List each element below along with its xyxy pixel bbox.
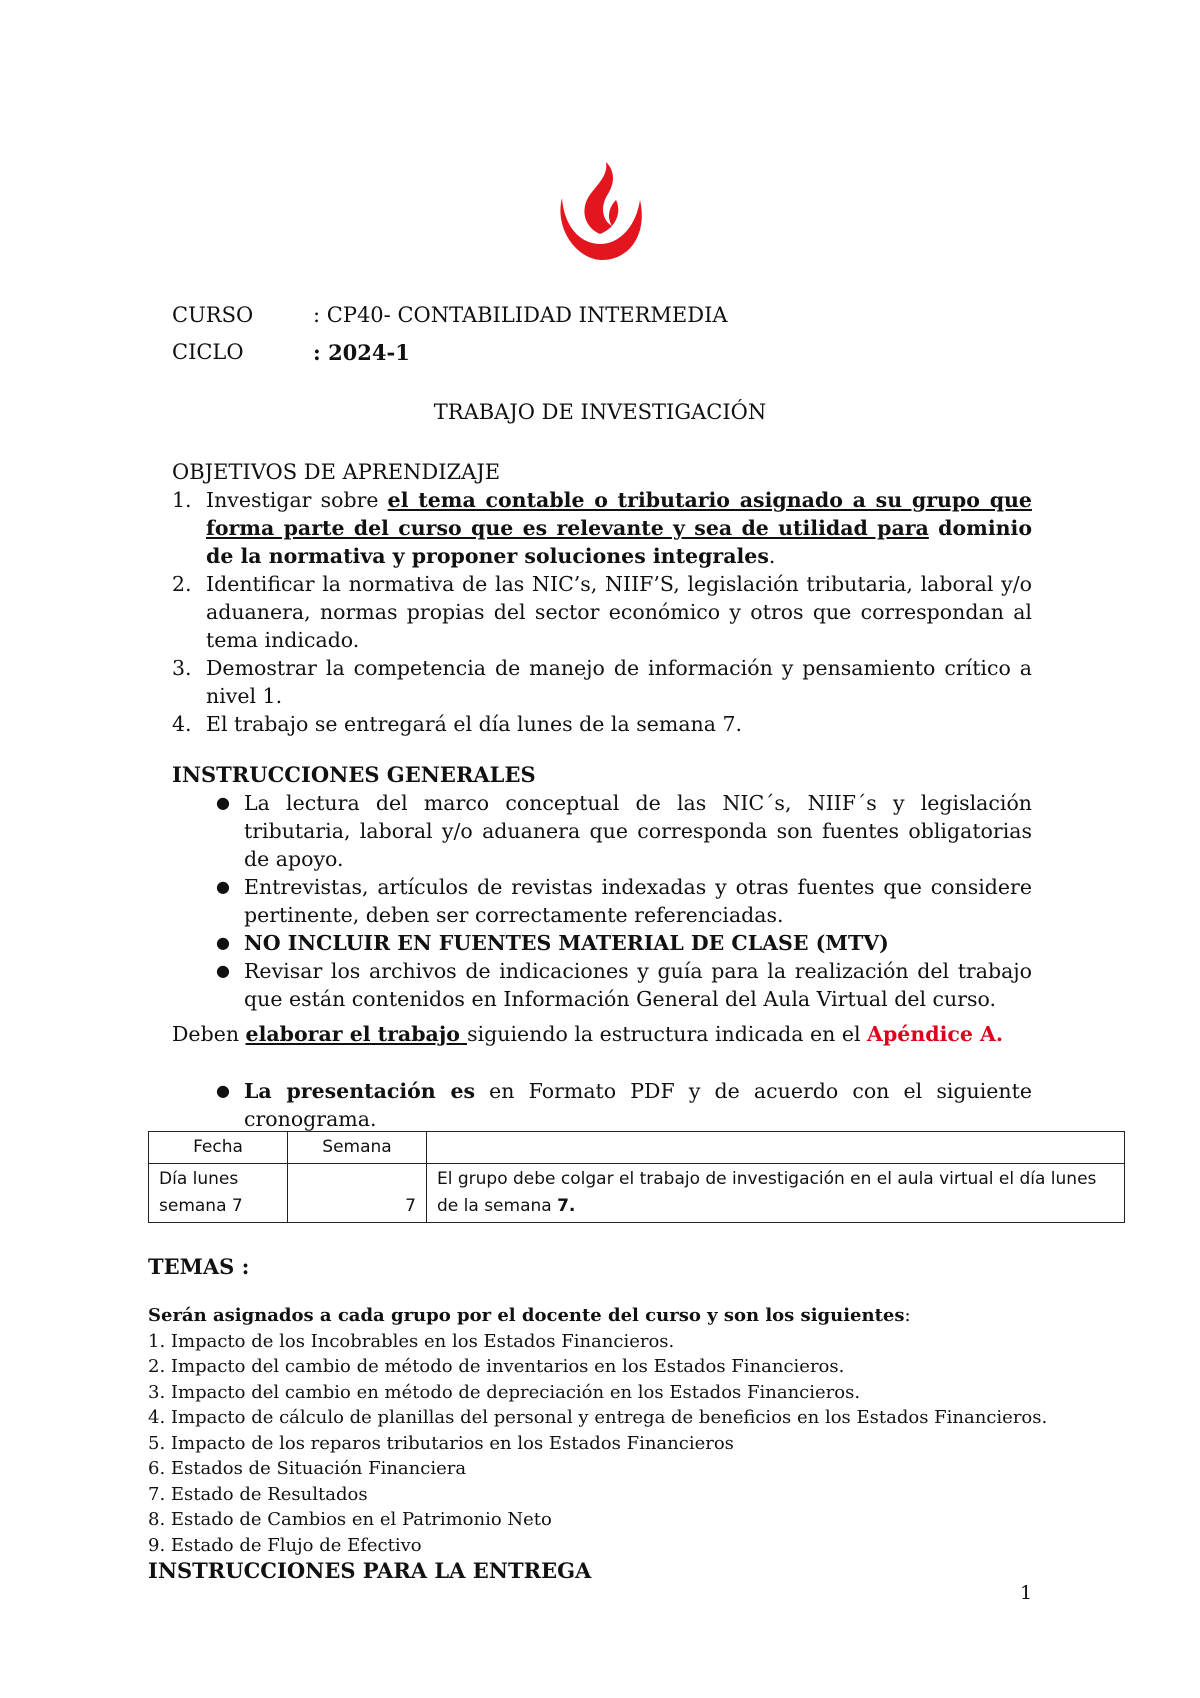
header-semana: Semana [288, 1132, 427, 1164]
entrega-heading: INSTRUCCIONES PARA LA ENTREGA [148, 1558, 592, 1583]
ciclo-value: : 2024-1 [313, 340, 410, 365]
list-item: 4. Impacto de cálculo de planillas del personal y entrega de beneficios en los Estados Financieros. [148, 1407, 1048, 1428]
list-item: ● La presentación es en Formato PDF y de acuerdo con el siguiente cronograma. [216, 1079, 1032, 1131]
temas-intro: Serán asignados a cada grupo por el docente del curso y son los siguientes: [148, 1305, 911, 1326]
list-item: 3. Demostrar la competencia de manejo de información y pensamiento crítico a nivel 1. [172, 656, 1032, 708]
cell-fecha: Día lunes semana 7 [149, 1164, 288, 1223]
presentacion-paragraph [172, 1077, 1032, 1133]
list-item: 9. Estado de Flujo de Efectivo [148, 1534, 422, 1556]
university-logo [550, 160, 650, 270]
cronograma-table [148, 1131, 1125, 1223]
bullet-icon: ● [216, 877, 230, 896]
table-header-row [149, 1132, 1125, 1164]
list-item: 1. Impacto de los Incobrables en los Estados Financieros. [148, 1330, 675, 1352]
ciclo-label: CICLO [172, 340, 244, 364]
curso-value: : CP40- CONTABILIDAD INTERMEDIA [313, 303, 728, 327]
presentacion-list [172, 1077, 1032, 1133]
temas-list [148, 1303, 1047, 1558]
list-item: 2. Impacto del cambio de método de inventarios en los Estados Financieros. [148, 1356, 845, 1377]
objetivos-list [172, 486, 1032, 738]
header-fecha: Fecha [149, 1132, 288, 1164]
cell-descripcion: El grupo debe colgar el trabajo de investigación en el aula virtual el día lunes de la semana 7. [427, 1164, 1125, 1223]
list-item: 7. Estado de Resultados [148, 1483, 368, 1505]
list-item: 3. Impacto del cambio en método de depreciación en los Estados Financieros. [148, 1381, 861, 1403]
cell-semana: 7 [288, 1164, 427, 1223]
deben-paragraph: Deben elaborar el trabajo siguiendo la estructura indicada en el Apéndice A. [172, 1022, 1004, 1046]
document-title: TRABAJO DE INVESTIGACIÓN [433, 400, 767, 424]
curso-label: CURSO [172, 303, 254, 327]
list-item: 8. Estado de Cambios en el Patrimonio Neto [148, 1509, 552, 1530]
temas-heading: TEMAS : [148, 1254, 250, 1279]
instrucciones-list [172, 789, 1032, 1013]
list-item: 5. Impacto de los reparos tributarios en los Estados Financieros [148, 1432, 734, 1454]
list-item: ● La lectura del marco conceptual de las NIC´s, NIIF´s y legislación tributaria, laboral y/o aduanera que corresponda son fuentes obligatorias de apoyo. [216, 791, 1032, 871]
objetivos-section [172, 458, 1032, 738]
instrucciones-section [172, 761, 1032, 1013]
list-item: 1. Investigar sobre el tema contable o tributario asignado a su grupo que forma parte del curso que es relevante y sea de utilidad para dominio de la normativa y proponer soluciones integrales. [172, 488, 1032, 568]
list-item: 4. El trabajo se entregará el día lunes de la semana 7. [172, 712, 743, 736]
bullet-icon: ● [216, 933, 230, 952]
bullet-icon: ● [216, 1081, 230, 1100]
list-item: 6. Estados de Situación Financiera [148, 1458, 467, 1479]
list-item: 2. Identificar la normativa de las NIC’s, NIIF’S, legislación tributaria, laboral y/o aduanera, normas propias del sector económico y otros que correspondan al tema indicado. [172, 572, 1032, 652]
instrucciones-heading: INSTRUCCIONES GENERALES [172, 762, 536, 787]
bullet-icon: ● [216, 961, 230, 980]
bullet-icon: ● [216, 793, 230, 812]
table-row [149, 1164, 1125, 1223]
objetivos-heading: OBJETIVOS DE APRENDIZAJE [172, 460, 501, 484]
page-number: 1 [1020, 1582, 1033, 1604]
list-item: ● NO INCLUIR EN FUENTES MATERIAL DE CLASE (MTV) [216, 931, 889, 955]
header-descripcion [427, 1132, 1125, 1164]
list-item: ● Entrevistas, artículos de revistas indexadas y otras fuentes que considere pertinente, deben ser correctamente referenciadas. [216, 875, 1032, 927]
list-item: ● Revisar los archivos de indicaciones y guía para la realización del trabajo que están contenidos en Información General del Aula Virtual del curso. [216, 959, 1032, 1011]
